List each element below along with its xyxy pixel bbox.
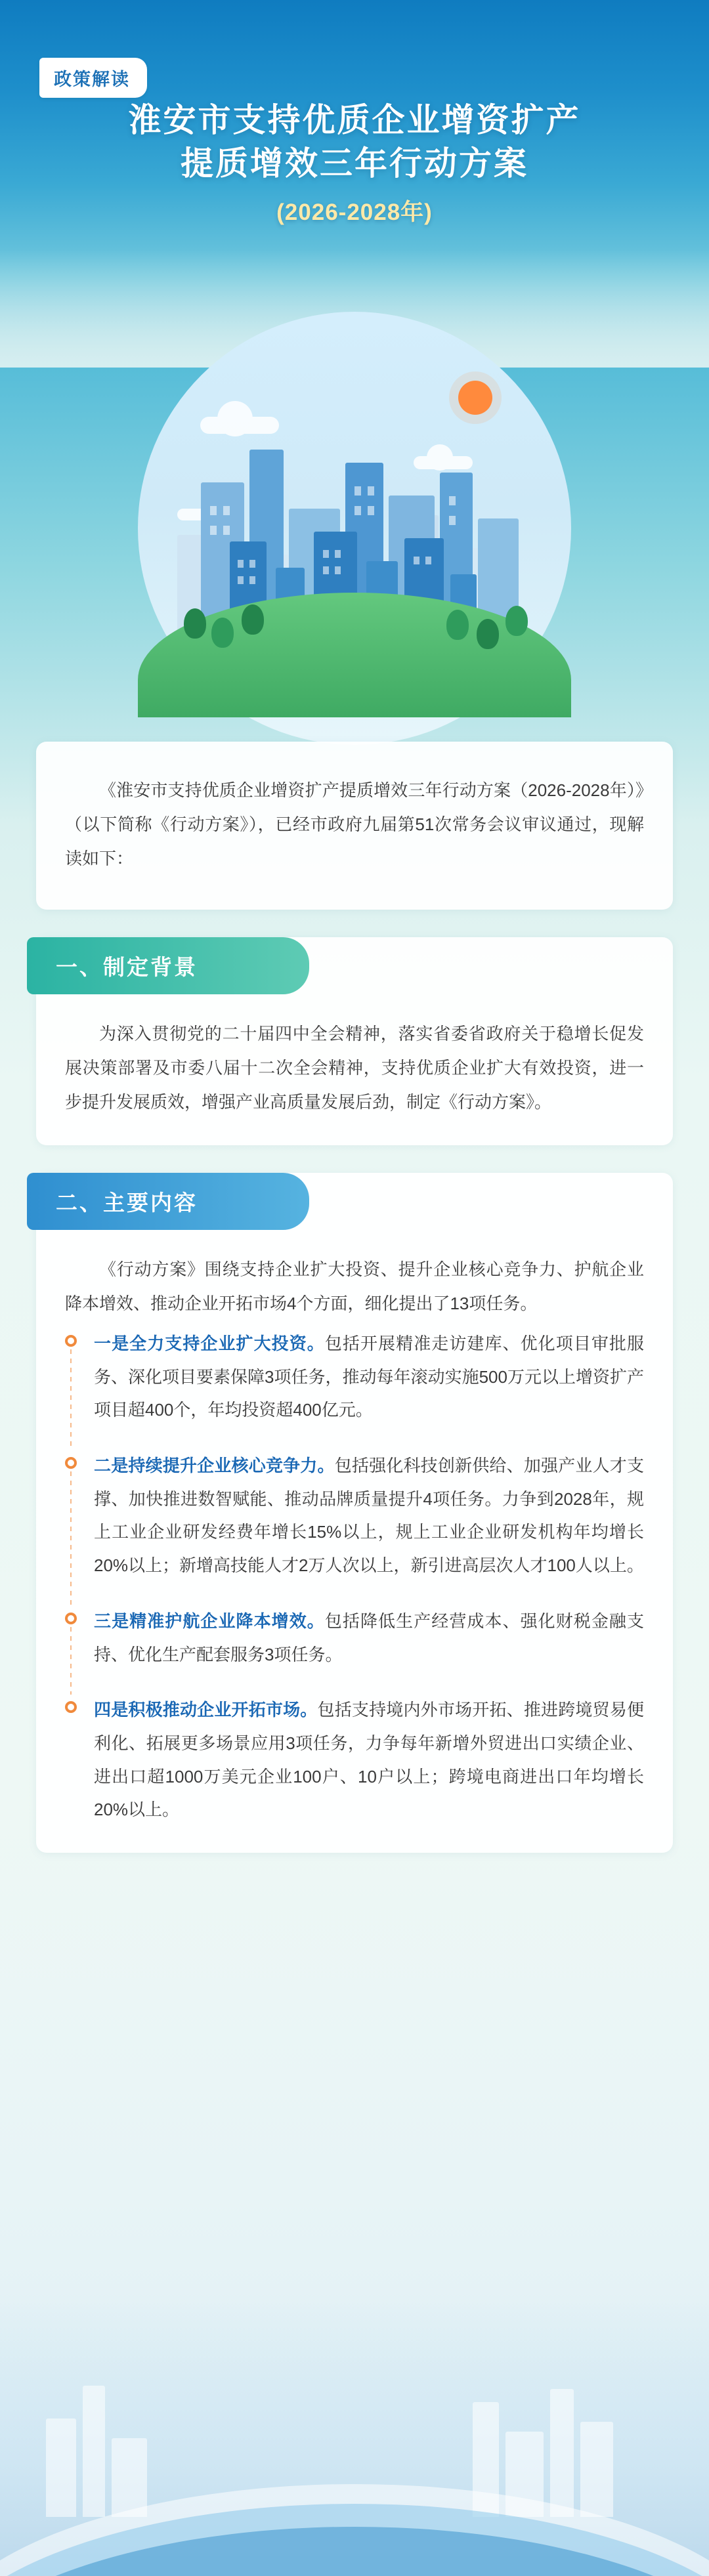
section-background-card <box>36 937 673 1145</box>
section-heading-1: 一、制定背景 <box>27 937 309 994</box>
timeline-connector <box>70 1349 72 1450</box>
task-detail: 包括降低生产经营成本、强化财税金融支持、优化生产配套服务3项任务。 <box>94 1611 644 1664</box>
bullet-dot-icon <box>65 1613 77 1624</box>
title-subtitle: (2026-2028年) <box>276 200 433 225</box>
task-item <box>94 1327 644 1427</box>
bullet-dot-icon <box>65 1335 77 1347</box>
cloud-icon <box>200 417 279 434</box>
section-body-2 <box>36 1235 673 1826</box>
section-heading-2: 二、主要内容 <box>27 1173 309 1230</box>
task-item <box>94 1605 644 1671</box>
page-title <box>0 98 709 227</box>
section-main-content-card <box>36 1173 673 1853</box>
task-text <box>94 1327 644 1427</box>
task-detail: 包括开展精准走访建库、优化项目审批服务、深化项目要素保障3项任务，推动每年滚动实施500万元以上增资扩产项目超400个，年均投资超400亿元。 <box>94 1334 644 1420</box>
section-body-1 <box>36 1000 673 1119</box>
intro-card <box>36 742 673 910</box>
bullet-dot-icon <box>65 1457 77 1469</box>
task-text <box>94 1693 644 1826</box>
timeline-connector <box>70 1471 72 1606</box>
task-list <box>65 1327 644 1826</box>
task-text <box>94 1605 644 1671</box>
task-item <box>94 1693 644 1826</box>
policy-tag: 政策解读 <box>39 58 147 98</box>
task-lead: 三是精准护航企业降本增效。 <box>94 1611 325 1631</box>
task-detail: 包括支持境内外市场开拓、推进跨境贸易便利化、拓展更多场景应用3项任务，力争每年新增外贸进出口实绩企业、进出口超1000万美元企业100户、10户以上；跨境电商进出口年均增长20%以上。 <box>94 1700 644 1820</box>
sun-icon <box>458 381 492 415</box>
section-1-paragraph: 为深入贯彻党的二十届四中全会精神，落实省委省政府关于稳增长促发展决策部署及市委八届十二次全会精神，支持优质企业扩大有效投资，进一步提升发展质效，增强产业高质量发展后劲，制定《行动方案》。 <box>65 1024 644 1112</box>
task-detail: 包括强化科技创新供给、加强产业人才支撑、加快推进数智赋能、推动品牌质量提升4项任务。力争到2028年，规上工业企业研发经费年增长15%以上，规上工业企业研发机构年均增长20%以上；新增高技能人才2万人次以上，新引进高层次人才100人以上。 <box>94 1456 644 1576</box>
task-item <box>94 1449 644 1582</box>
task-lead: 二是持续提升企业核心竞争力。 <box>94 1456 335 1476</box>
title-line-1: 淮安市支持优质企业增资扩产 <box>128 102 581 138</box>
intro-paragraph: 《淮安市支持优质企业增资扩产提质增效三年行动方案（2026-2028年）》（以下简称《行动方案》），已经市政府九届第51次常务会议审议通过，现解读如下： <box>65 780 644 868</box>
title-line-2: 提质增效三年行动方案 <box>181 145 528 182</box>
content-area <box>36 742 673 1880</box>
footer-decoration <box>0 2294 709 2576</box>
bullet-dot-icon <box>65 1701 77 1713</box>
section-2-paragraph: 《行动方案》围绕支持企业扩大投资、提升企业核心竞争力、护航企业降本增效、推动企业开拓市场4个方面，细化提出了13项任务。 <box>65 1259 644 1313</box>
task-text <box>94 1449 644 1582</box>
timeline-connector <box>70 1627 72 1695</box>
task-lead: 一是全力支持企业扩大投资。 <box>94 1334 325 1353</box>
task-lead: 四是积极推动企业开拓市场。 <box>94 1700 318 1720</box>
hero-illustration <box>0 299 709 758</box>
